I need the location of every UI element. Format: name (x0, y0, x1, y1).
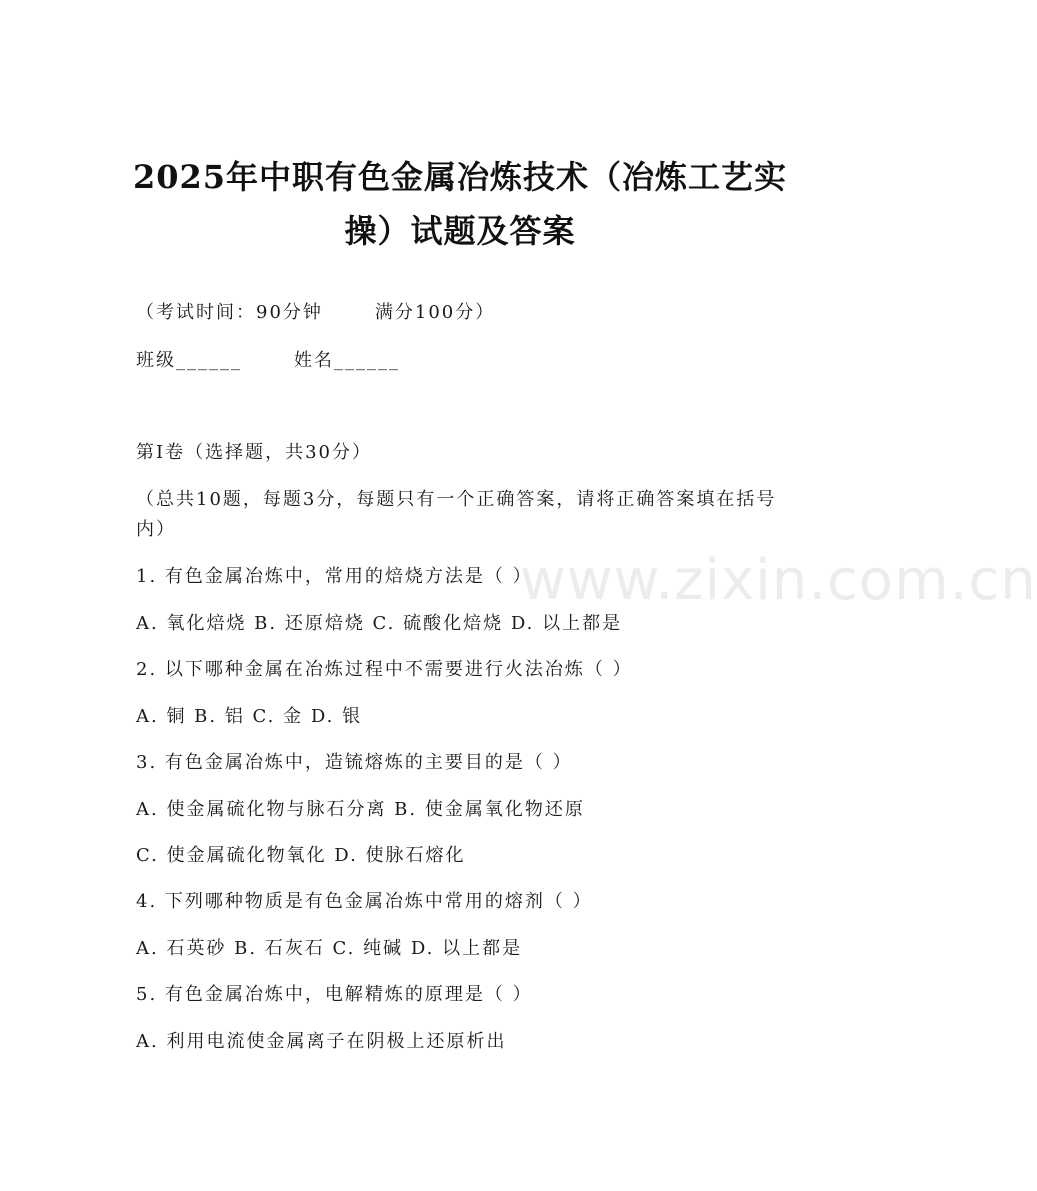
exam-time: （考试时间：90分钟 (136, 302, 323, 323)
section-title: 第Ⅰ卷（选择题，共30分） (136, 442, 373, 463)
title-line-1: 2025年中职有色金属冶炼技术（冶炼工艺实 (132, 158, 788, 196)
section-instruction: （总共10题，每题3分，每题只有一个正确答案，请将正确答案填在括号内） (136, 489, 777, 540)
question-stem: 4. 下列哪种物质是有色金属冶炼中常用的熔剂（ ） (136, 891, 593, 912)
watermark: www.zixin.com.cn (520, 548, 1037, 613)
question-options: A. 石英砂 B. 石灰石 C. 纯碱 D. 以上都是 (136, 938, 523, 959)
question-options: A. 使金属硫化物与脉石分离 B. 使金属氧化物还原 (136, 799, 585, 820)
question-options: C. 使金属硫化物氧化 D. 使脉石熔化 (136, 845, 466, 866)
page-title (110, 150, 810, 258)
exam-info (136, 300, 495, 326)
question-options: A. 铜 B. 铝 C. 金 D. 银 (136, 706, 363, 727)
student-info (136, 348, 400, 374)
question-options: A. 利用电流使金属离子在阴极上还原析出 (136, 1031, 507, 1052)
class-field: 班级______ (136, 350, 242, 371)
question-stem: 3. 有色金属冶炼中，造锍熔炼的主要目的是（ ） (136, 752, 573, 773)
question-options: A. 氧化焙烧 B. 还原焙烧 C. 硫酸化焙烧 D. 以上都是 (136, 613, 623, 634)
question-stem: 5. 有色金属冶炼中，电解精炼的原理是（ ） (136, 984, 533, 1005)
name-field: 姓名______ (294, 350, 400, 371)
full-score: 满分100分） (374, 302, 496, 323)
question-stem: 2. 以下哪种金属在冶炼过程中不需要进行火法冶炼（ ） (136, 659, 633, 680)
question-stem: 1. 有色金属冶炼中，常用的焙烧方法是（ ） (136, 566, 533, 587)
title-line-2: 操）试题及答案 (344, 212, 576, 250)
